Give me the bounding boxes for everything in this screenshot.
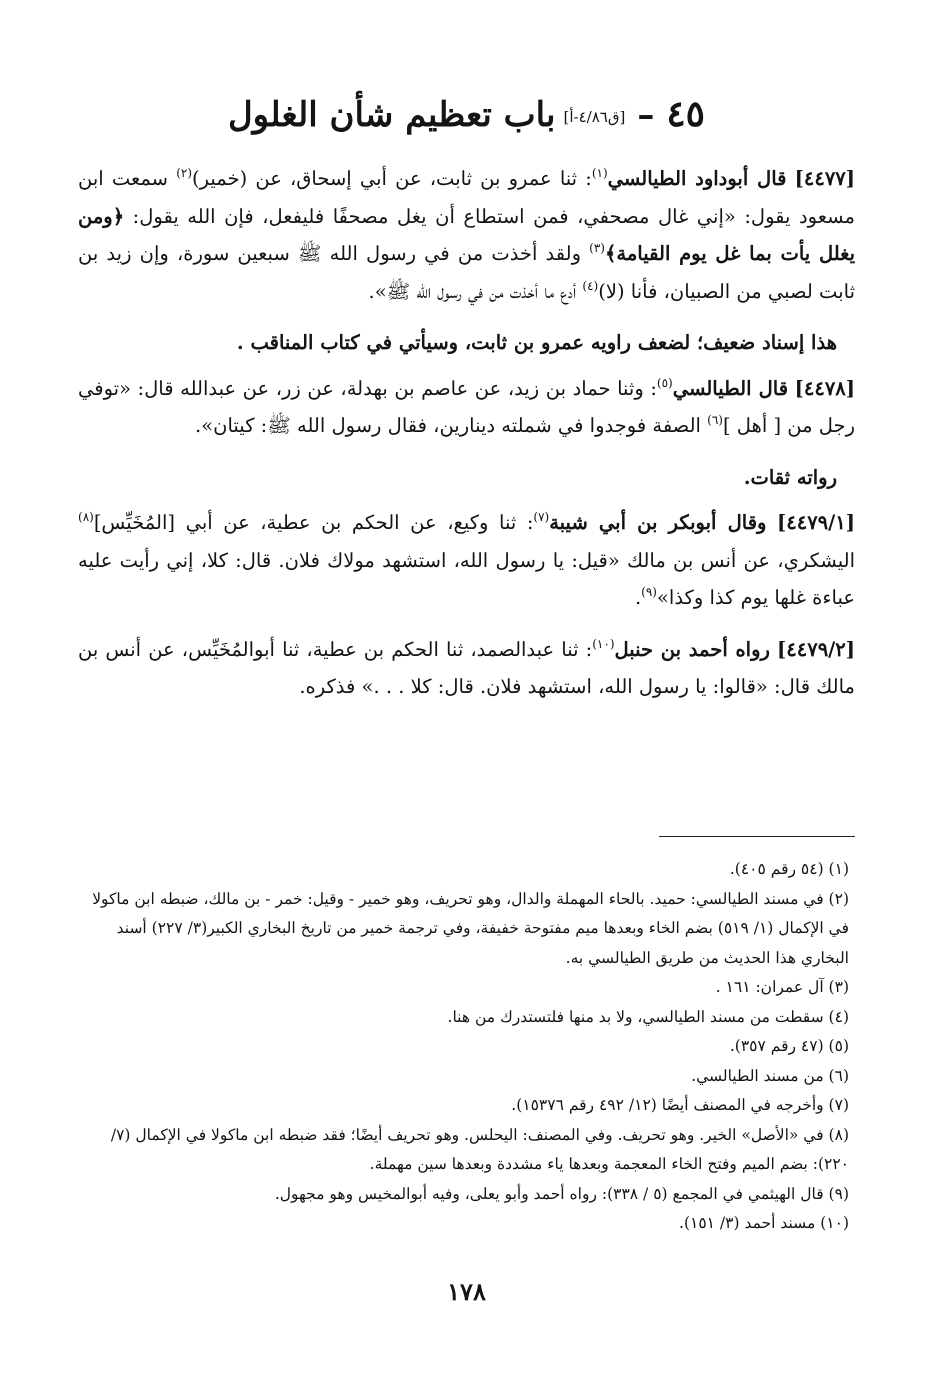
manuscript-reference: [ق٤/٨٦-أ] [563,108,626,126]
hadith-text: سمعت ابن مسعود يقول: «إني غال مصحفي، فمن استطاع أن يغل مصحفًا فليفعل، فإن الله يقول: [78,167,855,228]
hadith-number: [٤٤٧٩/١] [777,511,855,534]
footnote: (٣) آل عمران: ١٦١ . [715,978,849,996]
footnote-ref: (٥) [656,375,673,390]
hadith-text: : ثنا عمرو بن ثابت، عن أبي إسحاق، عن (خمير) [192,167,592,190]
footnote: (٦) من مسند الطيالسي. [691,1066,849,1085]
hadith-text: : ثنا وكيع، عن الحكم بن عطية، عن أبي [المُخَيِّس] [93,511,534,534]
hadith-source: رواه أحمد بن حنبل [614,637,770,661]
footnote-ref: (٣) [589,241,605,255]
hadith-4478 [78,370,855,445]
hadith-source: قال أبوداود الطيالسي [607,167,787,190]
page-number: ١٧٨ [447,1277,486,1306]
hadith-number: [٤٤٧٧] [794,167,856,190]
footnote-ref: (١) [591,166,608,180]
grading-note: رواته ثقات. [743,465,837,489]
footnote: (٨) في «الأصل» الخير. وهو تحريف. وفي المصنف: اليحلس. وهو تحريف أيضًا؛ فقد ضبطه ابن ماكولا في الإكمال (٧/ ٢٢٠): بضم الميم وفتح الخاء المعجمة وبعدها ياء مشددة وبعدها سين مهملة. [110,1125,849,1173]
hadith-number: [٤٤٧٨] [794,376,856,400]
quran-quote: ﴿ومن يغلل يأت بما غل يوم القيامة﴾ [78,204,855,265]
hadith-source: قال الطيالسي [672,376,789,400]
footnote-ref: (٨) [78,510,94,524]
hadith-text: الصفة فوجدوا في شملته دينارين، فقال رسول الله ﷺ: كيتان». [195,414,708,437]
footnote: (٢) في مسند الطيالسي: حميد. بالحاء المهملة والدال، وهو تحريف، وهو خمير - وقيل: خمر - بن مالك، ضبطه ابن ماكولا في الإكمال (١/ ٥١٩) بضم الخاء وبعدها ميم مفتوحة خفيفة، وفي ترجمة خمير من تاريخ البخاري الكبير(٣/ ٢٢٧) أسند البخاري هذا الحديث من طريق الطيالسي به. [92,889,849,967]
footnote-ref: (٦) [707,413,723,427]
chapter-title [78,92,855,139]
hadith-4479-1 [78,504,855,617]
title-dash: – [637,95,655,135]
main-text [78,160,855,720]
hadith-text: ولقد أخذت من في رسول الله ﷺ سبعين سورة، وإن زيد بن ثابت لصبي من الصبيان، فأنا (لا) [78,242,855,303]
hadith-text: . [634,586,642,609]
hadith-number: [٤٤٧٩/٢] [777,637,856,661]
footnote-separator [659,836,855,837]
footnote-ref: (١٠) [592,636,615,651]
footnote-ref: (٤) [582,278,599,293]
footnote-ref: (٢) [176,166,193,180]
hadith-text: : ثنا عبدالصمد، ثنا الحكم بن عطية، ثنا أبوالمُخَيِّس، عن أنس بن مالك قال: «قالوا: يا رسول الله، استشهد فلان. قال: كلا . . .» فذكره. [78,637,855,698]
footnote: (٥) (٤٧ رقم ٣٥٧). [729,1037,849,1055]
grading-note: هذا إسناد ضعيف؛ لضعف راويه عمرو بن ثابت، وسيأتي في كتاب المناقب . [236,331,837,354]
chapter-number: ٤٥ [666,93,706,135]
hadith-text: : وثنا حماد بن زيد، عن عاصم بن بهدلة، عن زر، عن عبدالله قال: «توفي رجل من [ أهل ] [78,376,855,437]
footnote: (١٠) مسند أحمد (٣/ ١٥١). [679,1214,849,1232]
footnote: (٩) قال الهيثمي في المجمع (٥ / ٣٣٨): رواه أحمد وأبو يعلى، وفيه أبوالمخيس وهو مجهول. [274,1184,849,1203]
chapter-heading: باب تعظيم شأن الغلول [227,95,556,135]
hadith-4477 [78,160,855,310]
footnotes [78,855,855,1239]
hadith-text: اليشكري، عن أنس بن مالك «قيل: يا رسول الله، استشهد مولاك فلان. قال: كلا، إني رأيت عليه عباءة غلها يوم كذا وكذا» [78,548,855,609]
hadith-source: وقال أبوبكر بن أبي شيبة [549,511,767,534]
footnote: (١) (٥٤ رقم ٤٠٥). [729,860,849,878]
footnote-ref: (٧) [533,510,550,524]
book-page [78,0,855,1379]
footnote-ref: (٩) [641,585,657,599]
hadith-text: أدع ما أخذت من في رسول الله ﷺ». [368,279,583,303]
hadith-4479-2 [78,631,855,706]
footnote: (٤) سقطت من مسند الطيالسي، ولا بد منها فلتستدرك من هنا. [447,1007,849,1026]
footnote: (٧) وأخرجه في المصنف أيضًا (١٢/ ٤٩٢ رقم ١٥٣٧٦). [511,1096,849,1114]
